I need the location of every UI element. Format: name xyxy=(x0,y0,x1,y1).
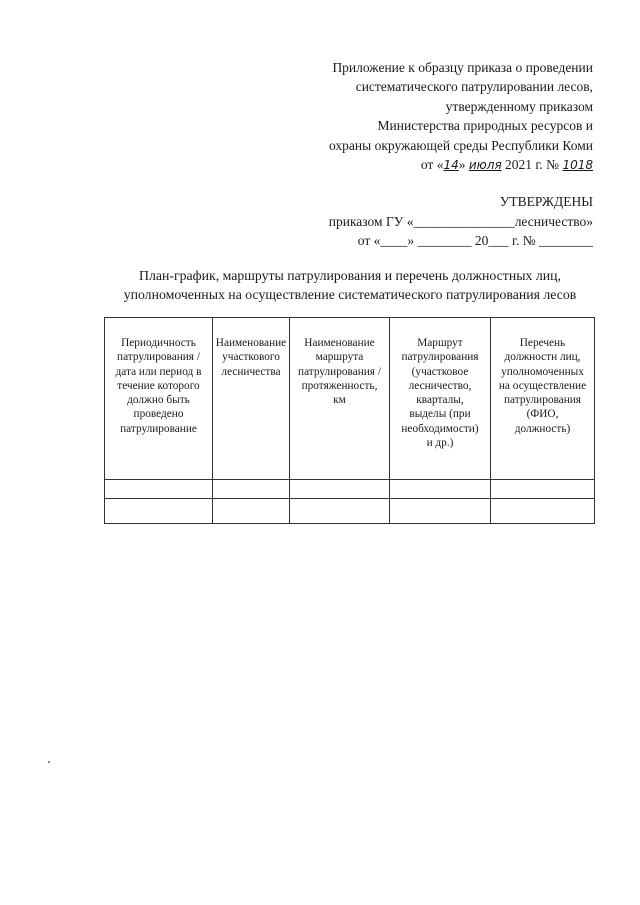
table-header-row xyxy=(105,318,595,480)
table-cell xyxy=(213,480,290,499)
date-prefix: от « xyxy=(420,157,444,173)
table-cell xyxy=(290,480,390,499)
approved-date-line: от «____» ________ 20___ г. № ________ xyxy=(357,233,593,248)
title-line: уполномоченных на осуществление систематического патрулирования лесов xyxy=(123,286,577,302)
table-cell xyxy=(105,499,213,524)
approved-block xyxy=(329,192,593,251)
handwritten-day: 14 xyxy=(443,158,459,173)
appendix-block xyxy=(329,58,593,175)
approved-heading: УТВЕРЖДЕНЫ xyxy=(499,194,593,209)
appendix-date-line xyxy=(329,155,593,175)
table-cell xyxy=(390,480,491,499)
table-cell xyxy=(491,480,595,499)
table-cell xyxy=(213,499,290,524)
document-title xyxy=(60,267,640,304)
appendix-line: систематического патрулировании лесов, xyxy=(355,79,593,95)
scan-speck xyxy=(48,761,50,763)
table-cell xyxy=(290,499,390,524)
table-cell xyxy=(390,499,491,524)
header-district-name: Наименование участкового лесничества xyxy=(213,318,290,480)
header-route-name: Наименование маршрута патрулирования / протяженность, км xyxy=(290,318,390,480)
table-row xyxy=(105,499,595,524)
handwritten-month: июля xyxy=(468,158,502,173)
plan-table xyxy=(104,317,595,524)
approved-order-line: приказом ГУ «_______________лесничество» xyxy=(328,213,593,229)
appendix-line: Министерства природных ресурсов и xyxy=(377,118,593,134)
appendix-line: Приложение к образцу приказа о проведении xyxy=(332,60,593,75)
table-cell xyxy=(491,499,595,524)
table-row xyxy=(105,480,595,499)
header-officials: Перечень должностн лиц, уполномоченных на осуществление патрулирования (ФИО, должность) xyxy=(491,318,595,480)
appendix-line: охраны окружающей среды Республики Коми xyxy=(329,137,593,153)
header-route: Маршрут патрулирования (участковое лесничество, кварталы, выделы (при необходимости) и др.) xyxy=(390,318,491,480)
title-line: План-график, маршруты патрулирования и перечень должностных лиц, xyxy=(139,268,561,283)
header-periodicity: Периодичность патрулирования / дата или период в течение которого должно быть проведено патрулирование xyxy=(105,318,213,480)
appendix-line: утвержденному приказом xyxy=(445,98,593,114)
date-year-text: 2021 г. № xyxy=(505,157,560,173)
date-day-suffix: » xyxy=(458,157,466,173)
table-cell xyxy=(105,480,213,499)
handwritten-number: 1018 xyxy=(562,158,593,173)
